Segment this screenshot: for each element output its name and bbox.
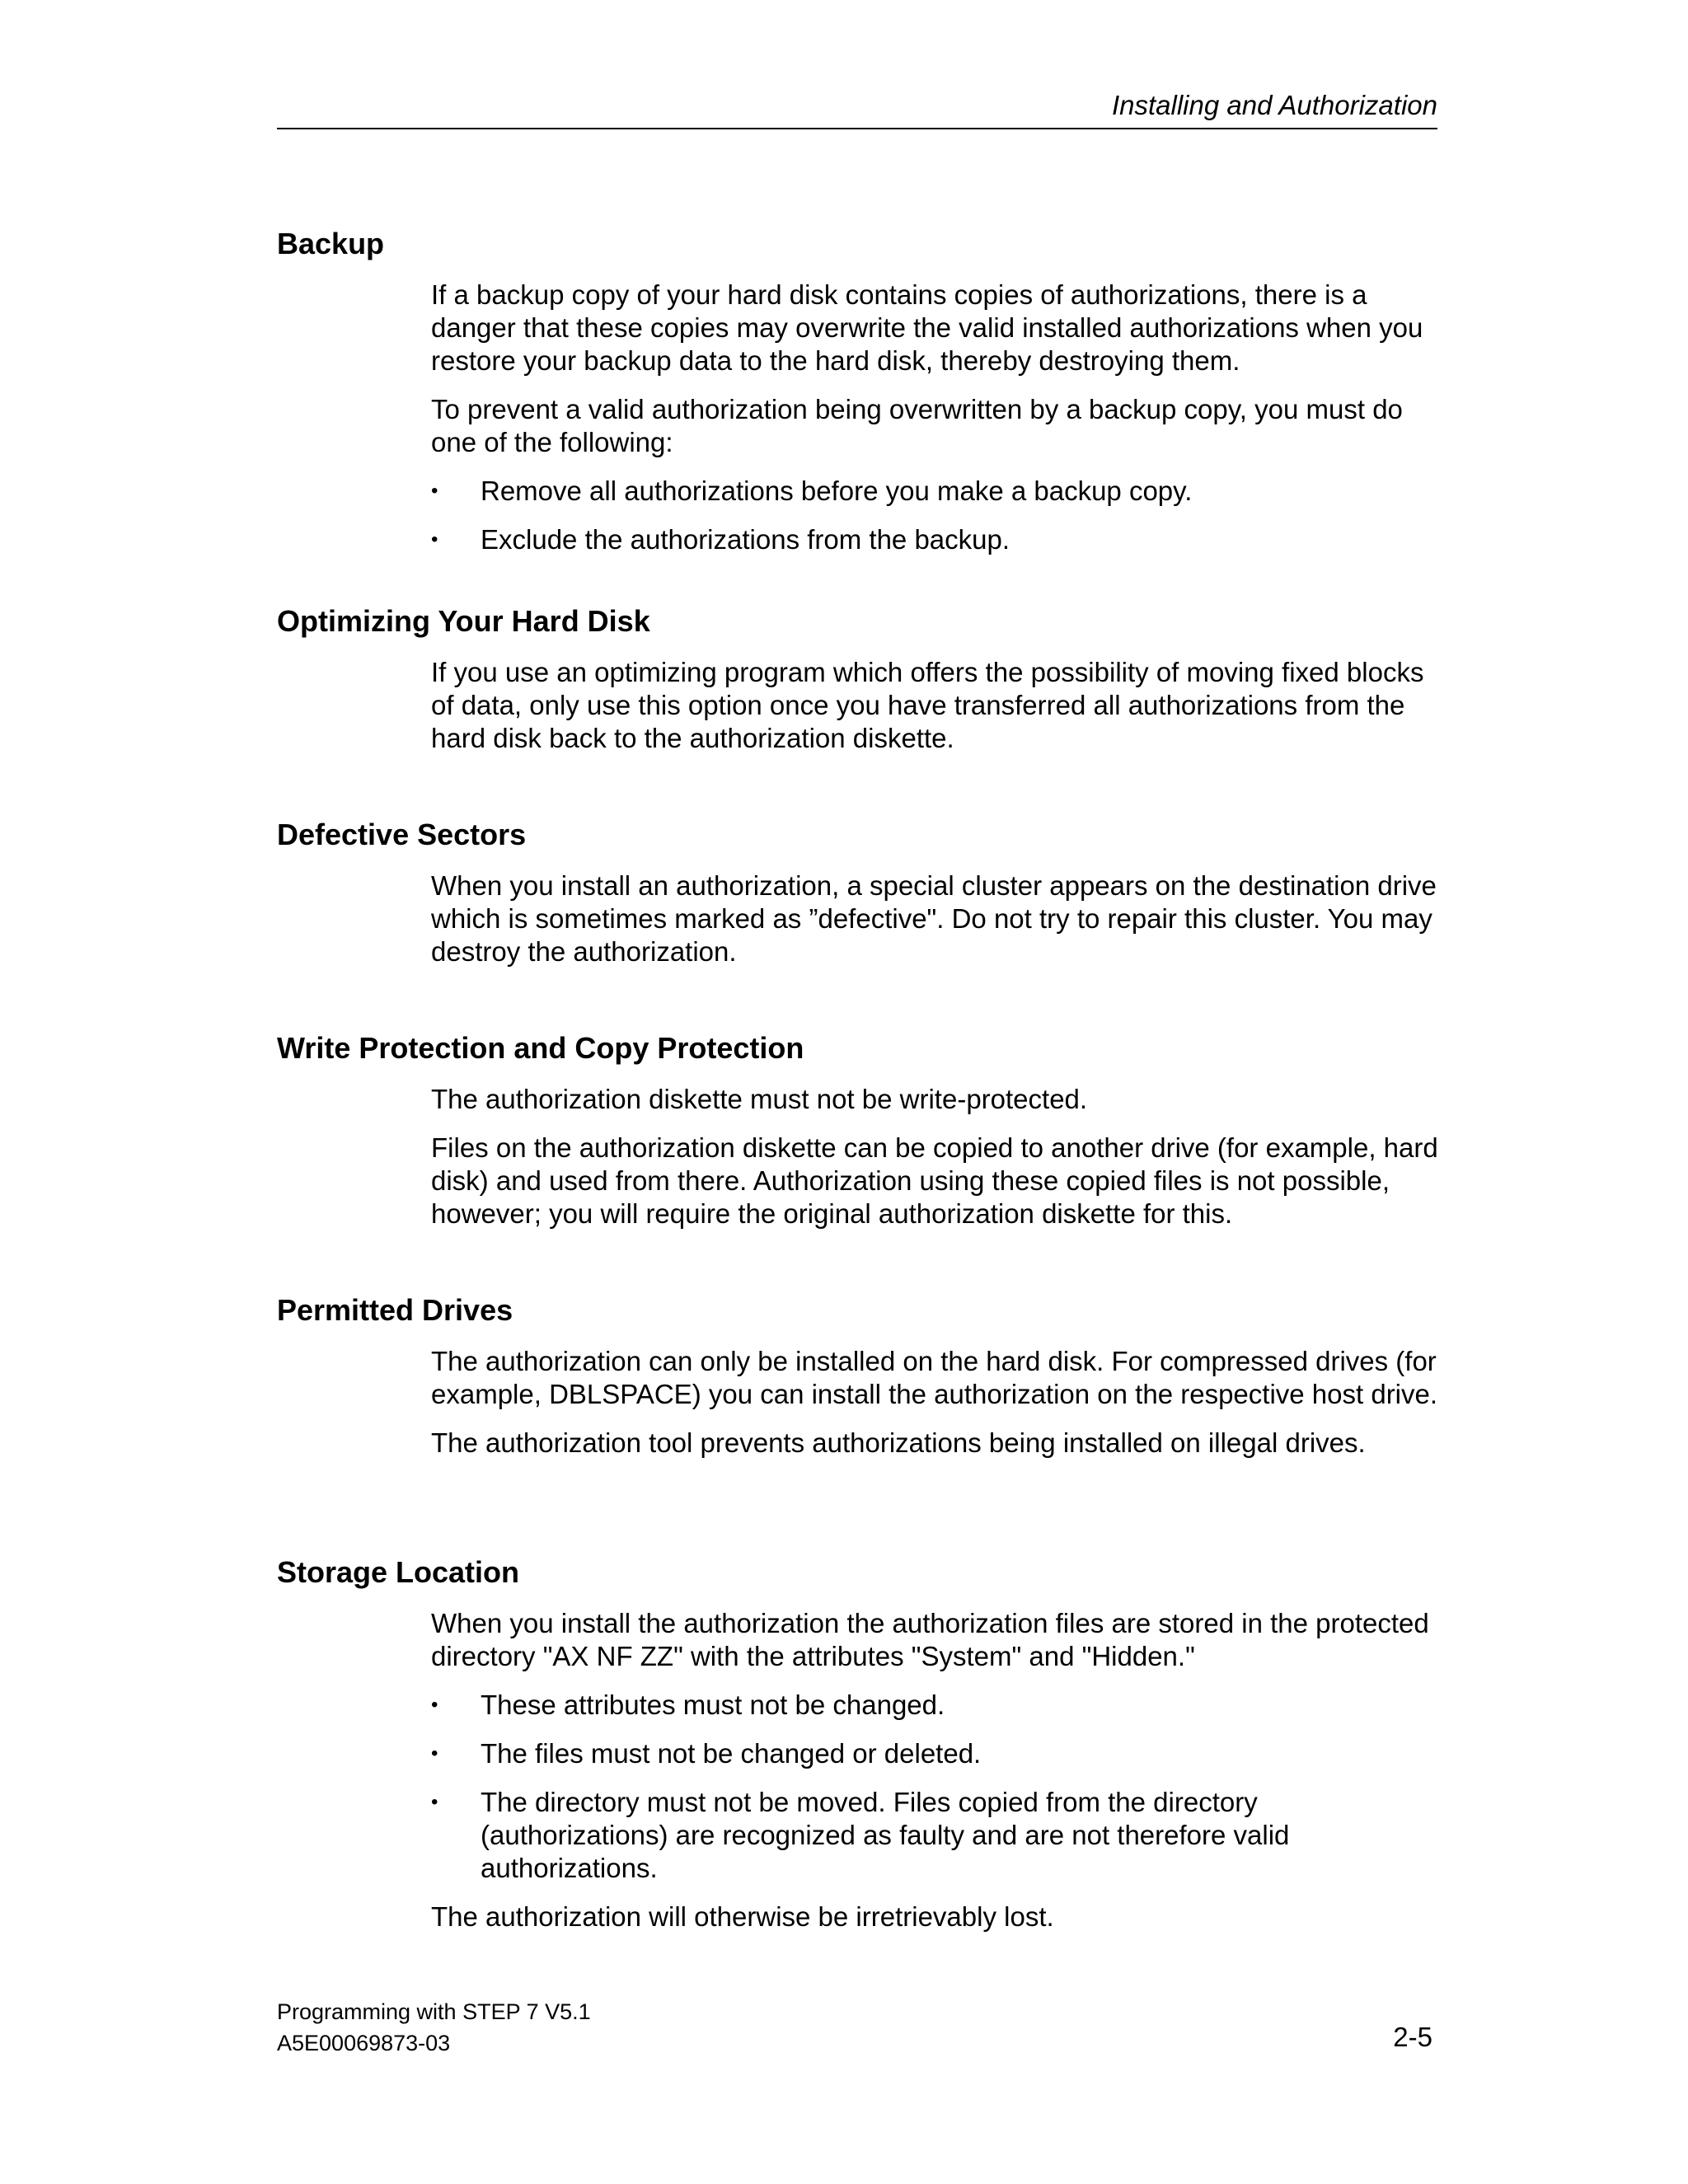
list-item bbox=[431, 1689, 1441, 1722]
list-item bbox=[431, 523, 1441, 556]
paragraph: If you use an optimizing program which offers the possibility of moving fixed blocks of data, only use this option once you have transferred all authorizations from the hard disk back to the authorization diskette. bbox=[431, 657, 1424, 753]
section-body-backup bbox=[431, 279, 1441, 572]
footer-manual-title: Programming with STEP 7 V5.1 bbox=[277, 1999, 591, 2024]
section-heading-defective-sectors: Defective Sectors bbox=[277, 818, 527, 851]
bullet-icon: • bbox=[431, 1742, 438, 1765]
bullet-icon: • bbox=[431, 528, 438, 551]
list-item bbox=[431, 1737, 1441, 1770]
section-heading-optimizing: Optimizing Your Hard Disk bbox=[277, 604, 650, 638]
paragraph: When you install an authorization, a special cluster appears on the destination drive which is sometimes marked as ”defective". Do not try to repair this cluster. You may destroy the authorization. bbox=[431, 870, 1437, 967]
paragraph: The authorization can only be installed on the hard disk. For compressed drives (for example, DBLSPACE) you can install the authorization on the respective host drive. bbox=[431, 1346, 1438, 1409]
section-body-storage-location bbox=[431, 1607, 1441, 1949]
list-item bbox=[431, 475, 1441, 508]
paragraph: To prevent a valid authorization being overwritten by a backup copy, you must do one of the following: bbox=[431, 394, 1403, 457]
section-heading-write-protection: Write Protection and Copy Protection bbox=[277, 1031, 804, 1065]
list-item-text: The files must not be changed or deleted. bbox=[481, 1738, 982, 1769]
paragraph: Files on the authorization diskette can be copied to another drive (for example, hard disk) and used from there. Authorization using these copied files is not possible, however; you will require the original authorization diskette for this. bbox=[431, 1132, 1438, 1229]
bullet-icon: • bbox=[431, 1791, 438, 1813]
paragraph: If a backup copy of your hard disk contains copies of authorizations, there is a danger that these copies may overwrite the valid installed authorizations when you restore your backup data to the hard disk, thereby destroying them. bbox=[431, 279, 1423, 376]
running-header: Installing and Authorization bbox=[1111, 90, 1437, 120]
section-body-permitted-drives bbox=[431, 1345, 1441, 1475]
footer-order-number: A5E00069873-03 bbox=[277, 2031, 451, 2055]
section-body-optimizing bbox=[431, 656, 1441, 771]
bullet-list bbox=[431, 475, 1441, 556]
closing-paragraph: The authorization will otherwise be irretrievably lost. bbox=[431, 1901, 1054, 1932]
bullet-icon: • bbox=[431, 1694, 438, 1716]
footer-document-info bbox=[277, 1996, 591, 2059]
bullet-icon: • bbox=[431, 480, 438, 502]
bullet-list bbox=[431, 1689, 1441, 1885]
paragraph: The authorization tool prevents authorizations being installed on illegal drives. bbox=[431, 1427, 1366, 1458]
section-body-write-protection bbox=[431, 1083, 1441, 1246]
paragraph: When you install the authorization the authorization files are stored in the protected directory "AX NF ZZ" with the attributes "System" and "Hidden." bbox=[431, 1608, 1429, 1671]
list-item-text: These attributes must not be changed. bbox=[481, 1690, 945, 1720]
list-item bbox=[431, 1786, 1441, 1885]
section-heading-permitted-drives: Permitted Drives bbox=[277, 1293, 513, 1327]
section-body-defective-sectors bbox=[431, 869, 1441, 984]
list-item-text: The directory must not be moved. Files copied from the directory (authorizations) are recognized as faulty and are not therefore valid authorizations. bbox=[481, 1787, 1290, 1883]
page-number: 2-5 bbox=[1393, 2022, 1432, 2052]
paragraph: The authorization diskette must not be write-protected. bbox=[431, 1084, 1088, 1114]
list-item-text: Exclude the authorizations from the backup. bbox=[481, 524, 1010, 555]
list-item-text: Remove all authorizations before you make a backup copy. bbox=[481, 476, 1193, 506]
section-heading-storage-location: Storage Location bbox=[277, 1555, 520, 1589]
section-heading-backup: Backup bbox=[277, 227, 385, 260]
header-rule bbox=[277, 128, 1437, 129]
